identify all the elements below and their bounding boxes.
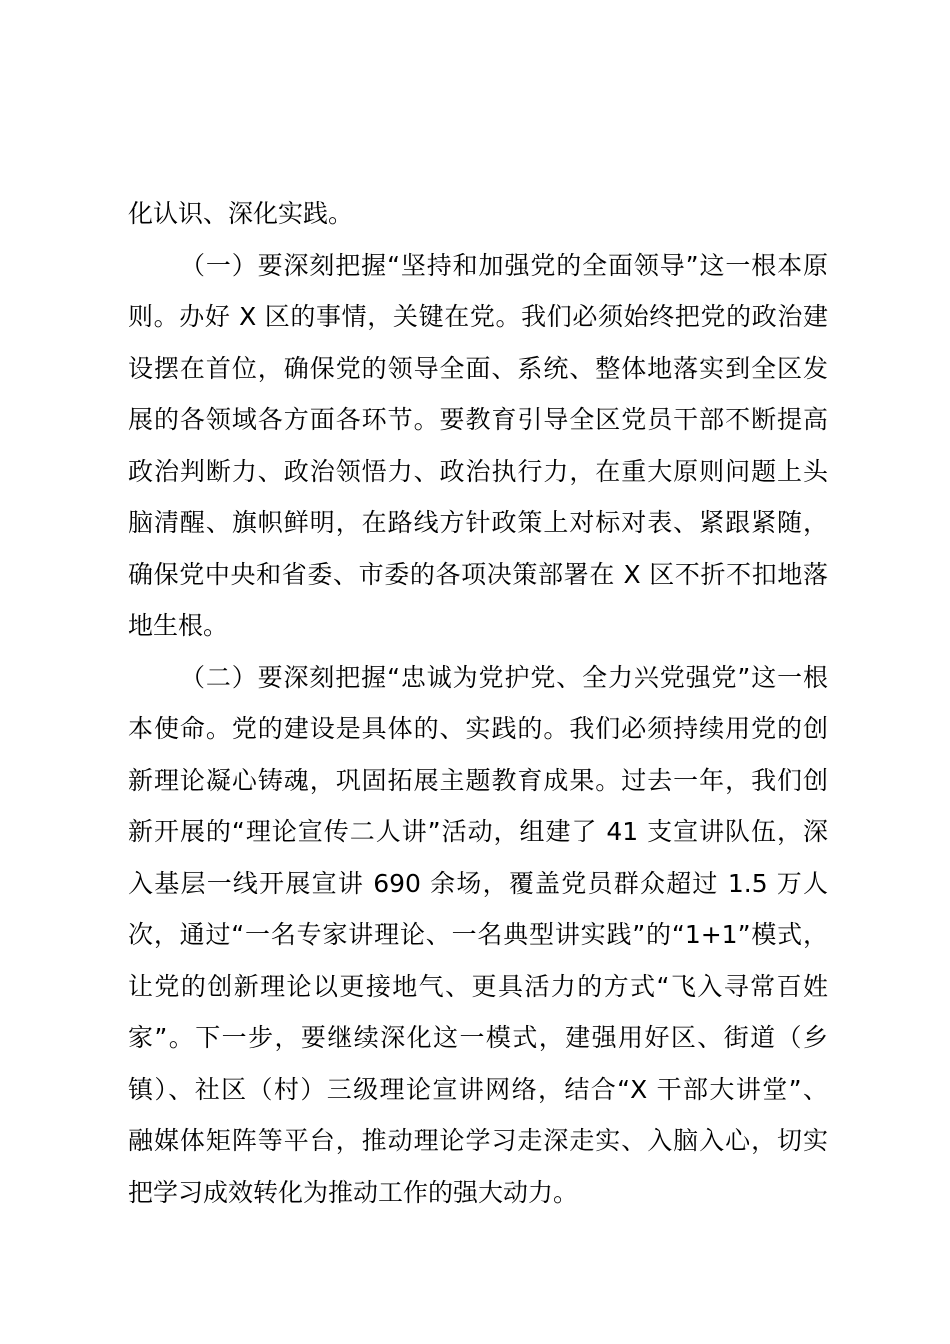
paragraph-line: 入基层一线开展宣讲 690 余场，覆盖党员群众超过 1.5 万人 xyxy=(128,869,828,898)
paragraph-line: 确保党中央和省委、市委的各项决策部署在 X 区不折不扣地落 xyxy=(128,560,828,589)
paragraph-line: 次，通过“一名专家讲理论、一名典型讲实践”的“1+1”模式， xyxy=(128,920,828,949)
paragraph-line: 设摆在首位，确保党的领导全面、系统、整体地落实到全区发 xyxy=(128,354,828,383)
paragraph-line: 新理论凝心铸魂，巩固拓展主题教育成果。过去一年，我们创 xyxy=(128,766,828,795)
paragraph-line: 家”。下一步，要继续深化这一模式，建强用好区、街道（乡 xyxy=(128,1023,828,1052)
paragraph-line: 脑清醒、旗帜鲜明，在路线方针政策上对标对表、紧跟紧随， xyxy=(128,508,828,537)
paragraph-line: 镇）、社区（村）三级理论宣讲网络，结合“X 干部大讲堂”、 xyxy=(128,1075,828,1104)
paragraph-line: 把学习成效转化为推动工作的强大动力。 xyxy=(128,1178,579,1207)
paragraph-line: 地生根。 xyxy=(128,611,229,640)
section-heading-line: （一）要深刻把握“坚持和加强党的全面领导”这一根本原 xyxy=(180,251,828,280)
paragraph-line: 新开展的“理论宣传二人讲”活动，组建了 41 支宣讲队伍，深 xyxy=(128,817,828,846)
paragraph-line: 融媒体矩阵等平台，推动理论学习走深走实、入脑入心，切实 xyxy=(128,1126,828,1155)
paragraph-line: 让党的创新理论以更接地气、更具活力的方式“飞入寻常百姓 xyxy=(128,972,828,1001)
paragraph-line: 则。办好 X 区的事情，关键在党。我们必须始终把党的政治建 xyxy=(128,302,828,331)
paragraph-line: 化认识、深化实践。 xyxy=(128,199,354,228)
paragraph-line: 本使命。党的建设是具体的、实践的。我们必须持续用党的创 xyxy=(128,714,828,743)
paragraph-line: 政治判断力、政治领悟力、政治执行力，在重大原则问题上头 xyxy=(128,457,828,486)
paragraph-line: 展的各领域各方面各环节。要教育引导全区党员干部不断提高 xyxy=(128,405,828,434)
section-heading-line: （二）要深刻把握“忠诚为党护党、全力兴党强党”这一根 xyxy=(180,663,828,692)
